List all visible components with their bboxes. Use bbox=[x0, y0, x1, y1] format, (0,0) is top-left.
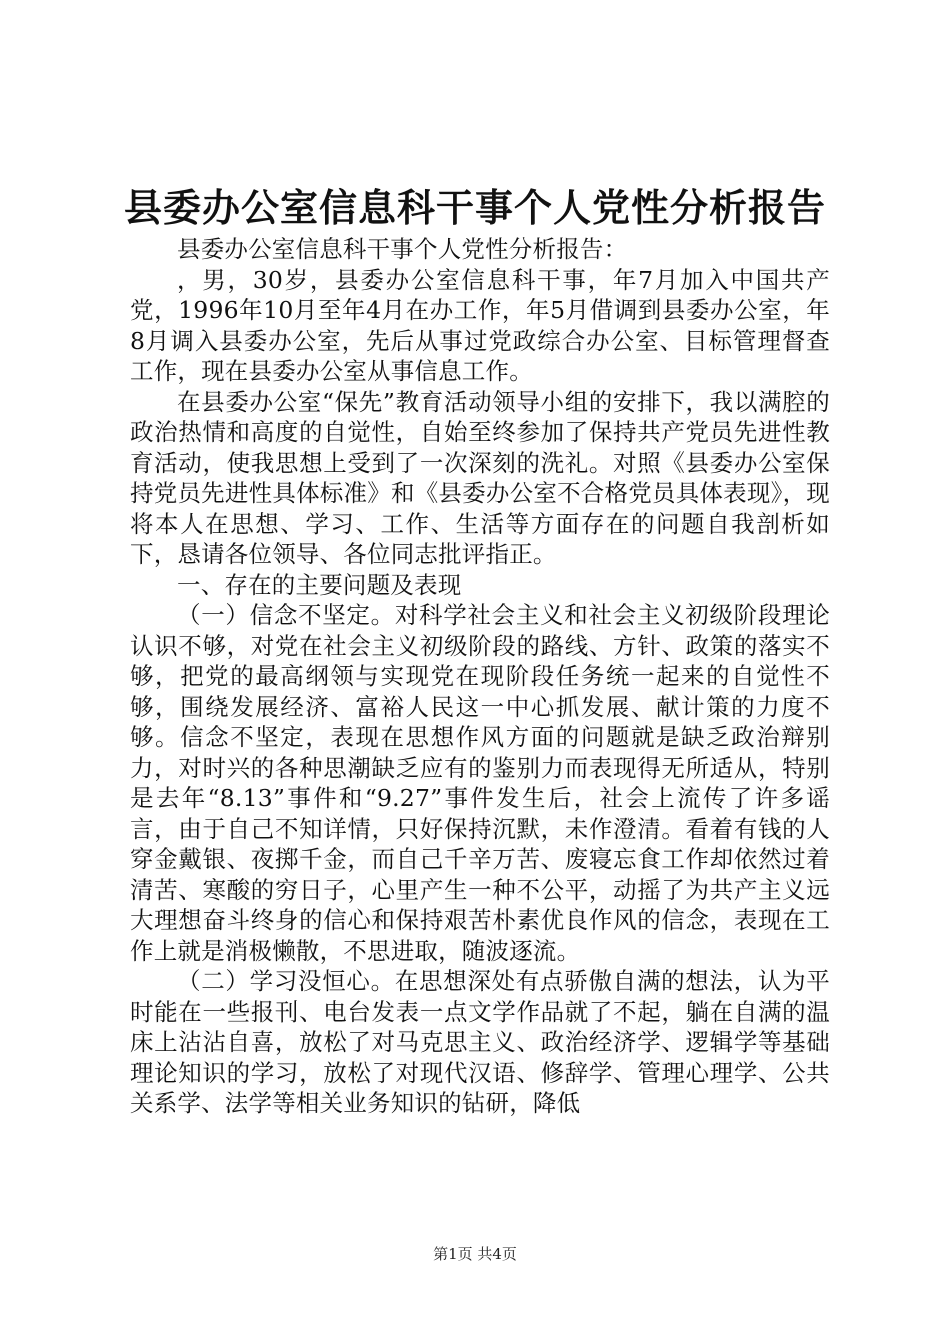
document-body bbox=[130, 234, 830, 1119]
intro-paragraph: 县委办公室信息科干事个人党性分析报告： bbox=[177, 235, 628, 263]
document-title: 县委办公室信息科干事个人党性分析报告 bbox=[123, 185, 826, 230]
page-footer: 第1页 共4页 bbox=[433, 1245, 517, 1263]
context-paragraph: 在县委办公室“保先”教育活动领导小组的安排下，我以满腔的政治热情和高度的自觉性，自始至终参加了保持共产党员先进性教育活动，使我思想上受到了一次深刻的洗礼。对照《县委办公室保持党员先进性具体标准》和《县委办公室不合格党员具体表现》，现将本人在思想、学习、工作、生活等方面存在的问题自我剖析如下，恳请各位领导、各位同志批评指正。 bbox=[130, 387, 830, 568]
issue-1-paragraph: （一）信念不坚定。对科学社会主义和社会主义初级阶段理论认识不够，对党在社会主义初级阶段的路线、方针、政策的落实不够，把党的最高纲领与实现党在现阶段任务统一起来的自觉性不够，围绕发展经济、富裕人民这一中心抓发展、献计策的力度不够。信念不坚定，表现在思想作风方面的问题就是缺乏政治辩别力，对时兴的各种思潮缺乏应有的鉴别力而表现得无所适从，特别是去年“8.13”事件和“9.27”事件发生后，社会上流传了许多谣言，由于自己不知详情，只好保持沉默，未作澄清。看着有钱的人穿金戴银、夜掷千金，而自己千辛万苦、废寝忘食工作却依然过着清苦、寒酸的穷日子，心里产生一种不公平，动摇了为共产主义远大理想奋斗终身的信心和保持艰苦朴素优良作风的信念，表现在工作上就是消极懒散，不思进取，随波逐流。 bbox=[130, 601, 830, 965]
bio-paragraph: ，男，30岁，县委办公室信息科干事，年7月加入中国共产党，1996年10月至年4月在办工作，年5月借调到县委办公室，年8月调入县委办公室，先后从事过党政综合办公室、目标管理督查工作，现在县委办公室从事信息工作。 bbox=[130, 265, 830, 385]
section-heading: 一、存在的主要问题及表现 bbox=[177, 570, 462, 599]
issue-2-paragraph: （二）学习没恒心。在思想深处有点骄傲自满的想法，认为平时能在一些报刊、电台发表一点文学作品就了不起，躺在自满的温床上沾沾自喜，放松了对马克思主义、政治经济学、逻辑学等基础理论知识的学习，放松了对现代汉语、修辞学、管理心理学、公共关系学、法学等相关业务知识的钻研，降低 bbox=[130, 967, 830, 1117]
